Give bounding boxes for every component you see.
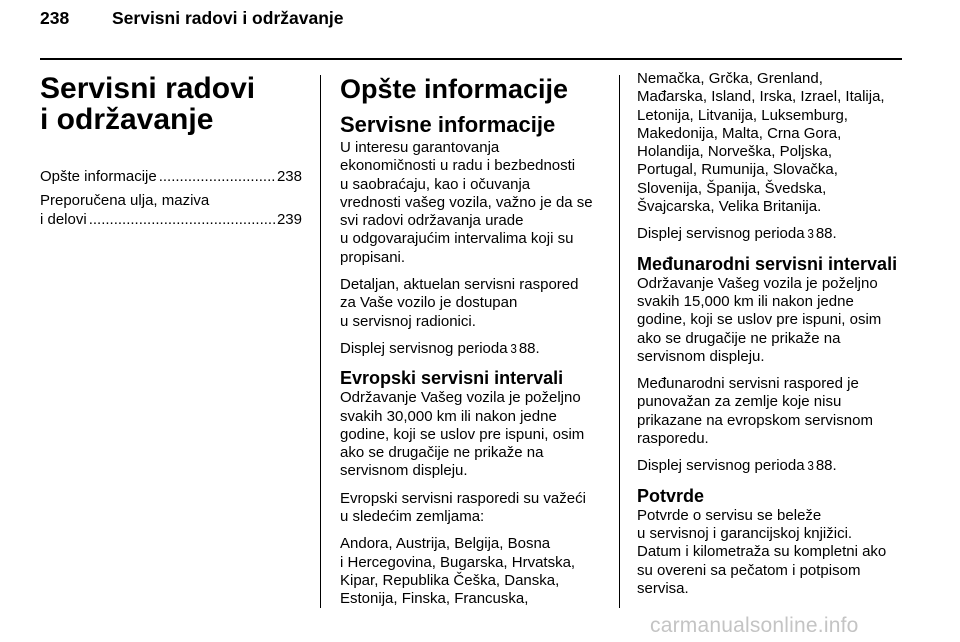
paragraph: Međunarodni servisni raspored je punovažan za zemlje koje nisu prikazane na evropskom servisnom rasporedu. [637,375,873,448]
toc-leader [159,168,275,186]
paragraph: U interesu garantovanja ekonomičnosti u radu i bezbednosti u saobraćaju, kao i očuvanja vrednosti vašeg vozila, važno je da se svi radovi održavanja urade u odgovarajućim intervalima koji su propisani. [340,139,593,266]
cross-reference[interactable] [340,340,608,358]
toc-page[interactable]: 239 [276,210,302,228]
reference-arrow-icon: 3 [509,340,517,356]
country-list: Andora, Austrija, Belgija, Bosna i Hercegovina, Bugarska, Hrvatska, Kipar, Republika Češka, Danska, Estonija, Finska, Francuska, [340,535,576,608]
toc-entry-general-info[interactable] [40,168,302,186]
reference-page[interactable]: 88. [815,225,837,243]
reference-page[interactable]: 88. [815,457,837,475]
toc-leader [89,211,275,229]
running-title: Servisni radovi i održavanje [112,8,344,28]
subsection-title: Potvrde [637,485,705,506]
toc-entry-oils[interactable] [40,192,302,229]
reference-arrow-icon: 3 [806,458,814,474]
reference-page[interactable]: 88. [518,339,540,357]
paragraph: Održavanje Vašeg vozila je poželjno svakih 30,000 km ili nakon jedne godine, koji se uslov pre ispuni, osim ako se drugačije ne prikaže na servisnom displeju. [340,389,585,480]
content-column-2 [340,70,608,618]
country-list-continued: Nemačka, Grčka, Grenland, Mađarska, Island, Irska, Izrael, Italija, Letonija, Litvanija, Luksemburg, Makedonija, Malta, Crna Gora, Holandija, Norveška, Poljska, Portugal, Rumunija, Slovačka, Slovenija, Španija, Švedska, Švajcarska, Velika Britanija. [637,70,885,216]
reference-text[interactable]: Displej servisnog perioda [637,457,805,475]
paragraph: Održavanje Vašeg vozila je poželjno svakih 15,000 km ili nakon jedne godine, koji se uslov pre ispuni, osim ako se drugačije ne prikaže na servisnom displeju. [637,274,882,365]
paragraph: Evropski servisni rasporedi su važeći u sledećim zemljama: [340,489,586,526]
cross-reference[interactable] [637,457,917,475]
toc-label[interactable]: Preporučena ulja, maziva [40,192,210,210]
header-rule [40,58,902,60]
subsection-title: Servisne informacije [340,112,556,137]
cross-reference[interactable] [637,225,917,243]
reference-text[interactable]: Displej servisnog perioda [637,225,805,243]
subsection-title: Međunarodni servisni intervali [637,253,898,274]
reference-arrow-icon: 3 [806,226,814,242]
reference-text[interactable]: Displej servisnog perioda [340,339,508,357]
column-divider [320,75,321,608]
subsection-title: Evropski servisni intervali [340,368,564,389]
toc-column [40,70,302,235]
column-divider [619,75,620,608]
watermark: carmanualsonline.info [650,614,859,637]
page-number: 238 [40,8,70,28]
paragraph: Potvrde o servisu se beleže u servisnoj i garancijskoj knjižici. Datum i kilometraža su kompletni ako su overeni sa pečatom i potpisom servisa. [637,506,887,597]
chapter-title: Servisni radovi i održavanje [40,72,256,136]
section-title: Opšte informacije [340,74,569,104]
toc-label-continued[interactable]: i delovi [40,210,87,228]
content-column-3 [637,70,917,607]
toc-label[interactable]: Opšte informacije [40,168,157,185]
running-header [40,8,344,29]
paragraph: Detaljan, aktuelan servisni raspored za Vaše vozilo je dostupan u servisnoj radionici. [340,276,579,330]
toc-page[interactable]: 238 [276,168,302,185]
